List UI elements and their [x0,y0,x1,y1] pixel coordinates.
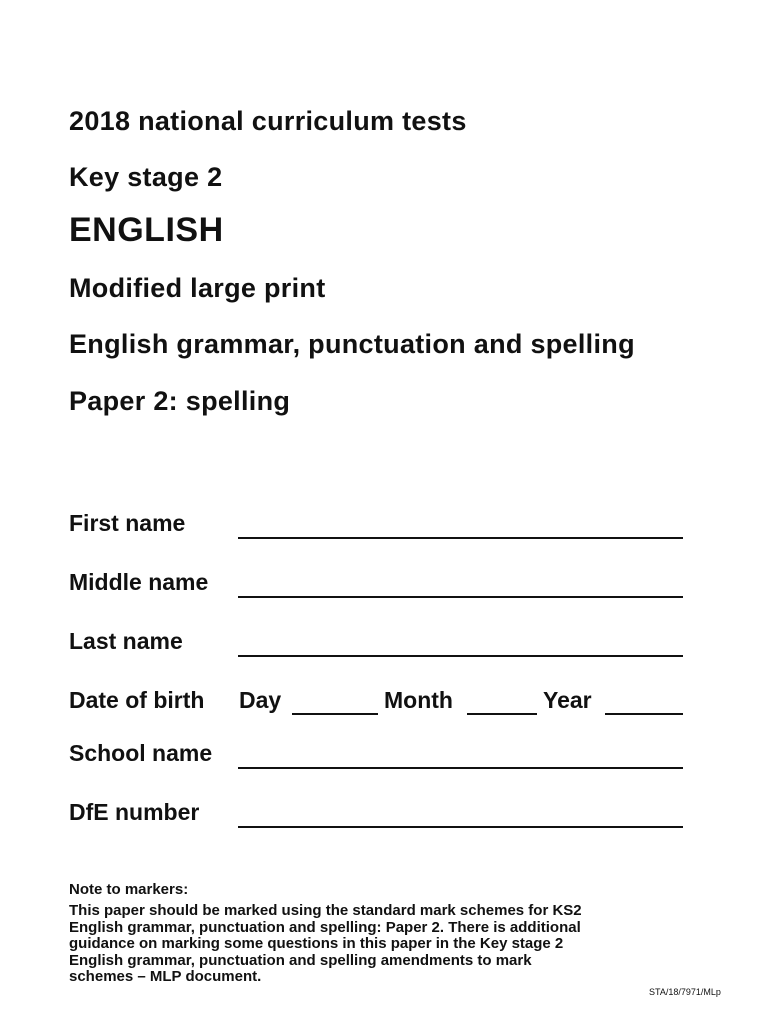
first-name-field[interactable] [238,537,683,539]
format-heading: Modified large print [69,273,326,303]
day-label: Day [239,687,282,713]
year-label: Year [543,687,592,713]
dfe-number-field[interactable] [238,826,683,828]
year-field[interactable] [605,713,683,715]
day-field[interactable] [292,713,378,715]
paper-heading: Paper 2: spelling [69,386,291,416]
note-body: This paper should be marked using the standard mark schemes for KS2 English grammar, punctuation and spelling: Paper 2. There is additional guidance on marking some questions in this paper in the Key stage 2 English grammar, punctuation and spelling amendments to mark schemes – MLP document. [69,902,582,985]
subject-heading: ENGLISH [69,211,224,249]
tests-title: 2018 national curriculum tests [69,106,467,136]
month-label: Month [384,687,453,713]
paper-subject-heading: English grammar, punctuation and spelling [69,329,635,359]
last-name-field[interactable] [238,655,683,657]
note-title: Note to markers: [69,881,189,898]
month-field[interactable] [467,713,537,715]
last-name-label: Last name [69,628,183,654]
key-stage-heading: Key stage 2 [69,162,223,192]
school-name-field[interactable] [238,767,683,769]
dfe-number-label: DfE number [69,799,200,825]
school-name-label: School name [69,740,213,766]
middle-name-label: Middle name [69,569,209,595]
middle-name-field[interactable] [238,596,683,598]
document-code: STA/18/7971/MLp [649,987,721,997]
first-name-label: First name [69,510,186,536]
date-of-birth-label: Date of birth [69,687,205,713]
